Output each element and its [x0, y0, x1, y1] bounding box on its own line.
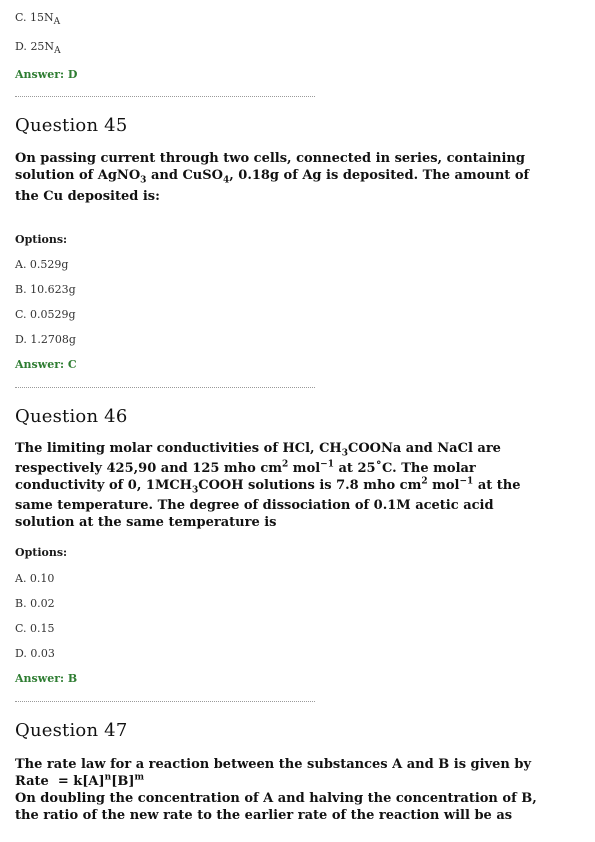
option-d: [15, 40, 61, 57]
superscript: 2: [282, 459, 289, 470]
text-run: solution of AgNO: [15, 168, 141, 183]
options-label: Options:: [15, 233, 68, 246]
option-c: C. 0.15: [15, 622, 55, 635]
option-value: 25N: [30, 40, 55, 53]
text-run: mol: [427, 478, 460, 493]
question-line: On doubling the concentration of A and halving the concentration of B,: [15, 791, 537, 806]
question-line: [15, 167, 575, 184]
superscript: n: [104, 772, 112, 783]
option-c: C. 0.0529g: [15, 308, 76, 321]
subscript: 4: [222, 175, 230, 186]
subscript: 3: [341, 448, 348, 459]
option-letter: D.: [15, 40, 27, 53]
options-label: Options:: [15, 546, 68, 559]
text-run: conductivity of 0, 1MCH: [15, 478, 192, 493]
superscript: −1: [459, 476, 474, 487]
question-line: [15, 477, 575, 494]
question-line: The rate law for a reaction between the substances A and B is given by: [15, 757, 532, 772]
question-title: Question 45: [15, 115, 128, 136]
option-d: D. 1.2708g: [15, 333, 76, 346]
question-line: the Cu deposited is:: [15, 189, 160, 204]
option-letter: C.: [15, 11, 27, 24]
answer-label: Answer: C: [15, 358, 77, 371]
option-d: D. 0.03: [15, 647, 55, 660]
option-a: A. 0.10: [15, 572, 55, 585]
option-a: A. 0.529g: [15, 258, 69, 271]
question-line: the ratio of the new rate to the earlier rate of the reaction will be as: [15, 808, 513, 823]
divider: [15, 701, 315, 702]
question-text: [15, 150, 575, 205]
question-line: same temperature. The degree of dissociation of 0.1M acetic acid: [15, 498, 494, 513]
subscript: 3: [191, 485, 199, 496]
text-run: mol: [288, 461, 321, 476]
divider: [15, 96, 315, 97]
option-b: B. 0.02: [15, 597, 55, 610]
option-subscript: A: [53, 17, 61, 28]
text-run: at 25˚C. The molar: [333, 461, 476, 476]
question-text: [15, 756, 575, 824]
question-line: solution at the same temperature is: [15, 515, 277, 530]
superscript: 2: [421, 476, 428, 487]
text-run: COONa and NaCl are: [347, 441, 501, 456]
text-run: at the: [473, 478, 521, 493]
question-line: [15, 773, 575, 790]
superscript: −1: [320, 459, 334, 470]
question-line: [15, 440, 575, 457]
text-run: respectively 425,90 and 125 mho cm: [15, 461, 283, 476]
text-run: Rate = k[A]: [15, 774, 105, 789]
answer-label: Answer: D: [15, 68, 78, 81]
text-run: COOH solutions is 7.8 mho cm: [198, 478, 422, 493]
text-run: and CuSO: [146, 168, 223, 183]
text-run: The limiting molar conductivities of HCl, CH: [15, 441, 342, 456]
option-value: 15N: [30, 11, 54, 24]
question-text: [15, 440, 575, 531]
text-run: , 0.18g of Ag is deposited. The amount of: [229, 168, 530, 183]
answer-label: Answer: B: [15, 672, 78, 685]
question-line: [15, 460, 575, 477]
text-run: [B]: [111, 774, 135, 789]
question-title: Question 46: [15, 406, 128, 427]
question-title: Question 47: [15, 720, 128, 741]
superscript: m: [134, 772, 145, 783]
option-c: [15, 11, 61, 28]
question-line: On passing current through two cells, connected in series, containing: [15, 151, 525, 166]
option-b: B. 10.623g: [15, 283, 76, 296]
subscript: 3: [140, 175, 147, 186]
divider: [15, 387, 315, 388]
option-subscript: A: [54, 46, 61, 57]
